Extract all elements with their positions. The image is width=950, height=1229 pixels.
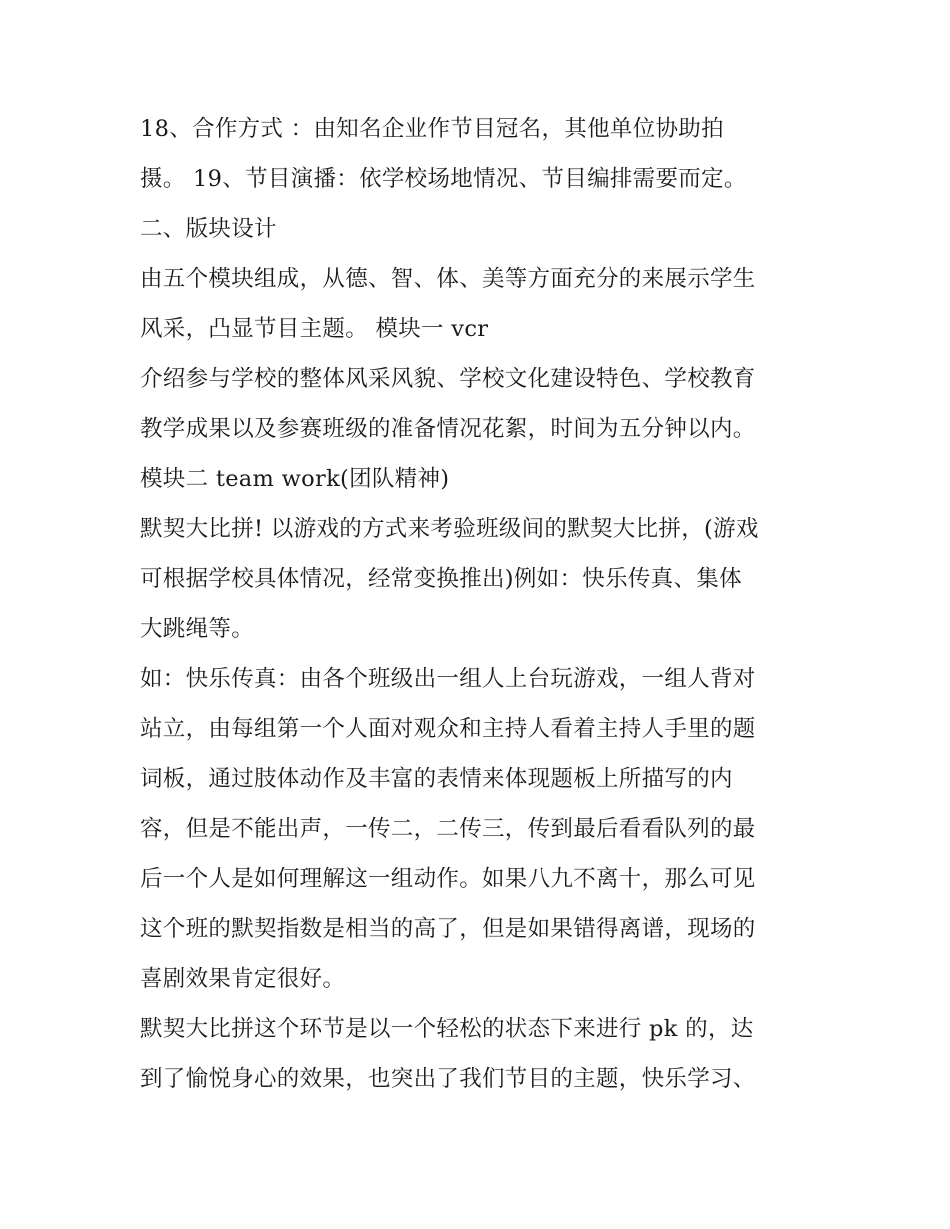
document-body <box>140 104 820 1104</box>
text-line: 风采，凸显节目主题。 模块一 vcr <box>140 316 489 342</box>
text-line: 18、合作方式 ：由知名企业作节目冠名，其他单位协助拍 <box>140 116 724 142</box>
text-line: 后一个人是如何理解这一组动作。如果八九不离十，那么可见 <box>140 866 756 892</box>
text-line: 到了愉悦身心的效果，也突出了我们节目的主题，快乐学习、 <box>140 1066 756 1092</box>
text-line: 摄。 19、节目演播：依学校场地情况、节目编排需要而定。 <box>140 166 747 192</box>
text-line: 大跳绳等。 <box>140 616 255 642</box>
text-line: 容，但是不能出声，一传二，二传三，传到最后看看队列的最 <box>140 816 756 842</box>
text-line: 默契大比拼! 以游戏的方式来考验班级间的默契大比拼，(游戏 <box>140 516 759 542</box>
text-line: 可根据学校具体情况，经常变换推出)例如：快乐传真、集体 <box>140 566 742 592</box>
text-line: 这个班的默契指数是相当的高了，但是如果错得离谱，现场的 <box>140 916 756 942</box>
text-line: 词板，通过肢体动作及丰富的表情来体现题板上所描写的内 <box>140 766 733 792</box>
text-line: 介绍参与学校的整体风采风貌、学校文化建设特色、学校教育 <box>140 366 756 392</box>
text-line: 默契大比拼这个环节是以一个轻松的状态下来进行 pk 的，达 <box>140 1016 754 1042</box>
text-line: 喜剧效果肯定很好。 <box>140 966 346 992</box>
text-line: 如：快乐传真：由各个班级出一组人上台玩游戏，一组人背对 <box>140 666 756 692</box>
text-line: 由五个模块组成，从德、智、体、美等方面充分的来展示学生 <box>140 266 756 292</box>
text-line: 教学成果以及参赛班级的准备情况花絮，时间为五分钟以内。 <box>140 416 756 442</box>
section-heading: 二、版块设计 <box>140 216 277 242</box>
module-heading: 模块二 team work(团队精神) <box>140 466 450 492</box>
text-line: 站立，由每组第一个人面对观众和主持人看着主持人手里的题 <box>140 716 756 742</box>
